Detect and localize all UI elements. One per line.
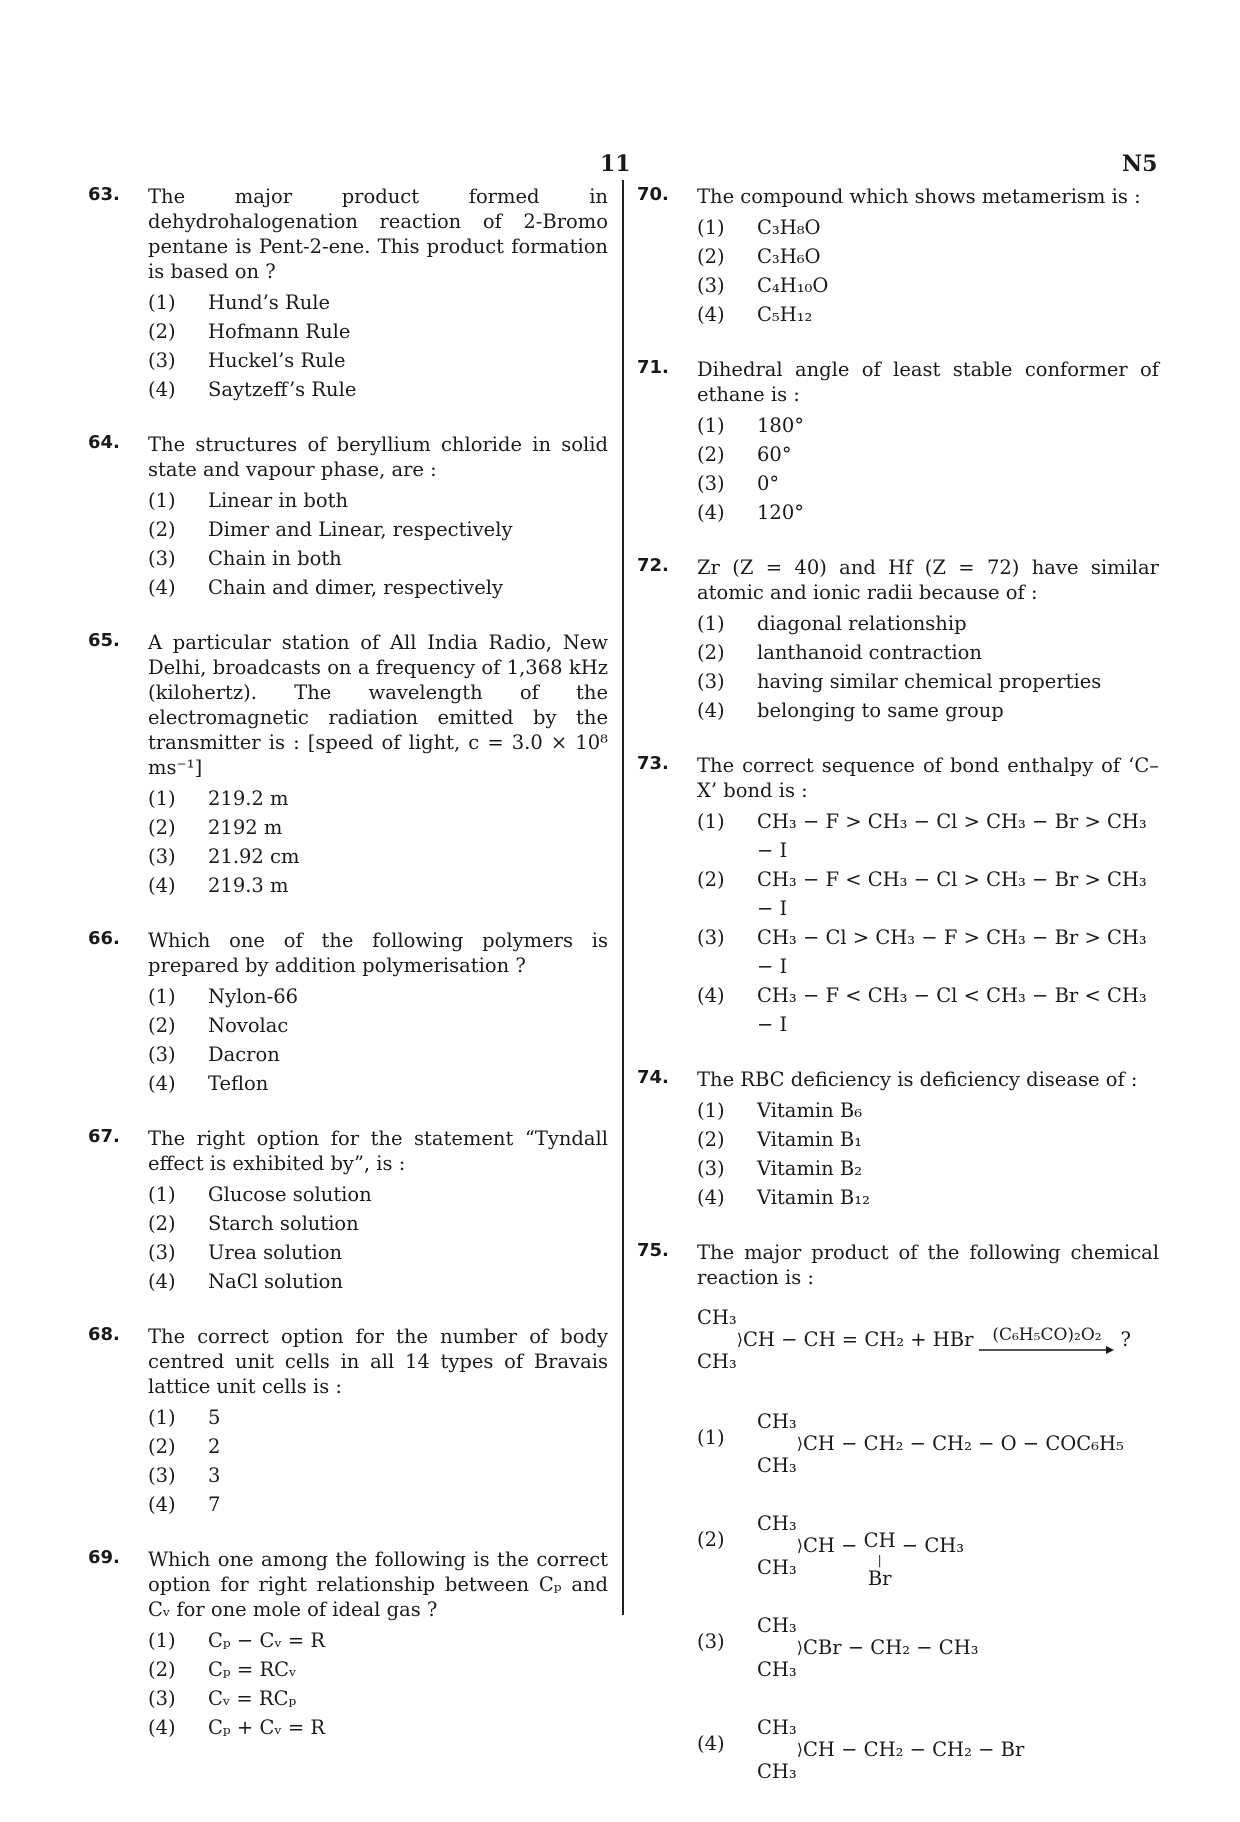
option-3[interactable]: (3) C₄H₁₀O xyxy=(697,274,829,297)
option-4[interactable]: (4) CH₃ CH₃ ⟩ CH − CH₂ − CH₂ − Br xyxy=(697,1716,1025,1783)
option-4[interactable]: (4) C₅H₁₂ xyxy=(697,303,813,326)
question-64: 64. The structures of beryllium chloride in solid state and vapour phase, are : (1) Linear in both (2) Dimer and Linear, respectively (3) Chain in both (4) Chain and dimer, respectively xyxy=(88,432,608,602)
question-text: The compound which shows metamerism is : xyxy=(697,185,1141,208)
option-4[interactable]: (4) NaCl solution xyxy=(148,1270,343,1293)
option-1[interactable]: (1) Cₚ − Cᵥ = R xyxy=(148,1629,326,1652)
question-68: 68. The correct option for the number of body centred unit cells in all 14 types of Bravais lattice unit cells is : (1) 5 (2) 2 (3) 3 (4) 7 xyxy=(88,1324,608,1519)
option-1[interactable]: (1) C₃H₈O xyxy=(697,216,821,239)
reactant-chain: CH − CH = CH₂ + HBr xyxy=(743,1328,974,1351)
question-69: 69. Which one among the following is the correct option for right relationship between Cₚ and Cᵥ for one mole of ideal gas ? (1) Cₚ − Cᵥ = R (2) Cₚ = RCᵥ (3) Cᵥ = RCₚ (4) Cₚ + Cᵥ = R xyxy=(88,1547,608,1742)
option-2[interactable]: (2) CH₃ CH₃ ⟩ CH − CH | Br − CH₃ xyxy=(697,1512,965,1590)
option-4[interactable]: (4) Vitamin B₁₂ xyxy=(697,1186,870,1209)
option-1[interactable]: (1) Nylon-66 xyxy=(148,985,299,1008)
reaction-arrow xyxy=(979,1325,1114,1355)
option-1[interactable]: (1) Linear in both xyxy=(148,489,349,512)
question-67: 67. The right option for the statement “Tyndall effect is exhibited by”, is : (1) Glucose solution (2) Starch solution (3) Urea solution (4) NaCl solution xyxy=(88,1126,608,1296)
option-4[interactable]: (4) 219.3 m xyxy=(148,874,289,897)
reaction-equation xyxy=(697,1296,1159,1384)
option-2[interactable]: (2) Vitamin B₁ xyxy=(697,1128,863,1151)
option-3[interactable]: (3) Huckel’s Rule xyxy=(148,349,346,372)
product-unknown: ? xyxy=(1120,1328,1131,1351)
option-1[interactable]: (1) 180° xyxy=(697,414,804,437)
question-text: Which one among the following is the correct option for right relationship between Cₚ and Cᵥ for one mole of ideal gas ? xyxy=(148,1548,608,1621)
option-4[interactable]: (4) 7 xyxy=(148,1493,221,1516)
question-63: 63. The major product formed in dehydrohalogenation reaction of 2-Bromo pentane is Pent-2-ene. This product formation is based on ? (1) Hund’s Rule (2) Hofmann Rule (3) Huckel’s Rule (4) Saytzeff’s Rule xyxy=(88,184,608,404)
option-2[interactable]: (2) CH₃ − F < CH₃ − Cl > CH₃ − Br > CH₃ − I xyxy=(697,868,1147,920)
question-text: Which one of the following polymers is prepared by addition polymerisation ? xyxy=(148,929,608,977)
option-1[interactable]: (1) Hund’s Rule xyxy=(148,291,331,314)
option-3[interactable]: (3) 0° xyxy=(697,472,780,495)
branch-bond-icon: ⟩ xyxy=(796,1638,803,1657)
option-4[interactable]: (4) CH₃ − F < CH₃ − Cl < CH₃ − Br < CH₃ − I xyxy=(697,984,1147,1036)
question-text: The structures of beryllium chloride in solid state and vapour phase, are : xyxy=(148,433,608,481)
option-3[interactable]: (3) Urea solution xyxy=(148,1241,343,1264)
option-3[interactable]: (3) CH₃ CH₃ ⟩ CBr − CH₂ − CH₃ xyxy=(697,1614,979,1681)
question-text: The right option for the statement “Tyndall effect is exhibited by”, is : xyxy=(148,1127,608,1175)
question-66: 66. Which one of the following polymers is prepared by addition polymerisation ? (1) Nylon-66 (2) Novolac (3) Dacron (4) Teflon xyxy=(88,928,608,1098)
option-3[interactable]: (3) 3 xyxy=(148,1464,221,1487)
option-3[interactable]: (3) having similar chemical properties xyxy=(697,670,1102,693)
branch-bond-icon: ⟩ xyxy=(736,1330,743,1349)
question-73: 73. The correct sequence of bond enthalpy of ‘C–X’ bond is : (1) CH₃ − F > CH₃ − Cl > CH₃ − Br > CH₃ − I (2) CH₃ − F < CH₃ − Cl > CH₃ − Br > CH₃ − I (3) CH₃ − Cl > CH₃ − F > CH₃ − Br > CH₃ − I (4) CH₃ − F < CH₃ − Cl < CH₃ − Br < CH₃ − I xyxy=(637,753,1159,1039)
option-2[interactable]: (2) Novolac xyxy=(148,1014,289,1037)
isopropyl-branch: CH₃ CH₃ xyxy=(697,1306,737,1373)
right-column xyxy=(637,184,1159,1822)
paper-code: N5 xyxy=(1122,151,1158,177)
option-3[interactable]: (3) Chain in both xyxy=(148,547,342,570)
reagent-label: (C₆H₅CO)₂O₂ xyxy=(992,1325,1102,1345)
question-text: The RBC deficiency is deficiency disease of : xyxy=(697,1068,1138,1091)
option-2[interactable]: (2) Starch solution xyxy=(148,1212,359,1235)
option-1[interactable]: (1) 5 xyxy=(148,1406,221,1429)
option-1[interactable]: (1) 219.2 m xyxy=(148,787,289,810)
question-text: The major product of the following chemical reaction is : xyxy=(697,1241,1159,1289)
question-75: 75. The major product of the following chemical reaction is : CH₃ CH₃ ⟩ CH − CH = CH₂ + HBr (C₆H₅CO)₂O₂ ? (1) CH₃ CH₃ ⟩ CH − CH₂ − CH₂ − O − COC₆H₅ (2) CH₃ CH₃ ⟩ CH − CH | Br − CH₃ (3) CH₃ CH₃ ⟩ CBr − CH₂ − CH₃ (4) CH₃ CH₃ ⟩ CH − CH₂ − CH₂ − Br xyxy=(637,1240,1159,1794)
option-2[interactable]: (2) lanthanoid contraction xyxy=(697,641,982,664)
option-2[interactable]: (2) C₃H₆O xyxy=(697,245,821,268)
question-65: 65. A particular station of All India Radio, New Delhi, broadcasts on a frequency of 1,368 kHz (kilohertz). The wavelength of the electromagnetic radiation emitted by the transmitter is : [speed of light, c = 3.0 × 10⁸ ms⁻¹] (1) 219.2 m (2) 2192 m (3) 21.92 cm (4) 219.3 m xyxy=(88,630,608,900)
option-1[interactable]: (1) CH₃ CH₃ ⟩ CH − CH₂ − CH₂ − O − COC₆H₅ xyxy=(697,1410,1124,1477)
option-4[interactable]: (4) Chain and dimer, respectively xyxy=(148,576,503,599)
option-3[interactable]: (3) Vitamin B₂ xyxy=(697,1157,863,1180)
branch-bond-icon: ⟩ xyxy=(796,1434,803,1453)
branch-bond-icon: ⟩ xyxy=(796,1740,803,1759)
option-3[interactable]: (3) CH₃ − Cl > CH₃ − F > CH₃ − Br > CH₃ − I xyxy=(697,926,1147,978)
option-2[interactable]: (2) Hofmann Rule xyxy=(148,320,351,343)
option-2[interactable]: (2) Dimer and Linear, respectively xyxy=(148,518,513,541)
question-text: A particular station of All India Radio, New Delhi, broadcasts on a frequency of 1,368 kHz (kilohertz). The wavelength of the electromagnetic radiation emitted by the transmitter is : [speed of light, c = 3.0 × 10⁸ ms⁻¹] xyxy=(148,631,608,779)
option-1[interactable]: (1) Vitamin B₆ xyxy=(697,1099,863,1122)
question-71: 71. Dihedral angle of least stable conformer of ethane is : (1) 180° (2) 60° (3) 0° (4) 120° xyxy=(637,357,1159,527)
option-4[interactable]: (4) belonging to same group xyxy=(697,699,1004,722)
question-text: The correct option for the number of body centred unit cells in all 14 types of Bravais lattice unit cells is : xyxy=(148,1325,608,1398)
option-4[interactable]: (4) Saytzeff’s Rule xyxy=(148,378,357,401)
question-74: 74. The RBC deficiency is deficiency disease of : (1) Vitamin B₆ (2) Vitamin B₁ (3) Vitamin B₂ (4) Vitamin B₁₂ xyxy=(637,1067,1159,1212)
option-2[interactable]: (2) 2 xyxy=(148,1435,221,1458)
question-72: 72. Zr (Z = 40) and Hf (Z = 72) have similar atomic and ionic radii because of : (1) diagonal relationship (2) lanthanoid contraction (3) having similar chemical properties (4) belonging to same group xyxy=(637,555,1159,725)
option-2[interactable]: (2) 60° xyxy=(697,443,792,466)
option-2[interactable]: (2) Cₚ = RCᵥ xyxy=(148,1658,297,1681)
question-70: 70. The compound which shows metamerism is : (1) C₃H₈O (2) C₃H₆O (3) C₄H₁₀O (4) C₅H₁₂ xyxy=(637,184,1159,329)
page-number: 11 xyxy=(600,151,631,177)
option-1[interactable]: (1) CH₃ − F > CH₃ − Cl > CH₃ − Br > CH₃ − I xyxy=(697,810,1147,862)
option-4[interactable]: (4) 120° xyxy=(697,501,804,524)
option-3[interactable]: (3) Dacron xyxy=(148,1043,280,1066)
question-text: The major product formed in dehydrohalogenation reaction of 2-Bromo pentane is Pent-2-ene. This product formation is based on ? xyxy=(148,185,608,283)
option-3[interactable]: (3) Cᵥ = RCₚ xyxy=(148,1687,297,1710)
bond-line-icon: | xyxy=(877,1553,882,1567)
branch-bond-icon: ⟩ xyxy=(796,1536,803,1555)
column-divider xyxy=(622,180,624,1615)
arrow-icon xyxy=(979,1345,1114,1355)
left-column xyxy=(88,184,608,1770)
question-text: The correct sequence of bond enthalpy of ‘C–X’ bond is : xyxy=(697,754,1159,802)
option-1[interactable]: (1) Glucose solution xyxy=(148,1183,372,1206)
question-text: Dihedral angle of least stable conformer of ethane is : xyxy=(697,358,1159,406)
option-4[interactable]: (4) Cₚ + Cᵥ = R xyxy=(148,1716,326,1739)
option-4[interactable]: (4) Teflon xyxy=(148,1072,269,1095)
option-3[interactable]: (3) 21.92 cm xyxy=(148,845,300,868)
option-2[interactable]: (2) 2192 m xyxy=(148,816,283,839)
option-1[interactable]: (1) diagonal relationship xyxy=(697,612,967,635)
question-text: Zr (Z = 40) and Hf (Z = 72) have similar atomic and ionic radii because of : xyxy=(697,556,1159,604)
